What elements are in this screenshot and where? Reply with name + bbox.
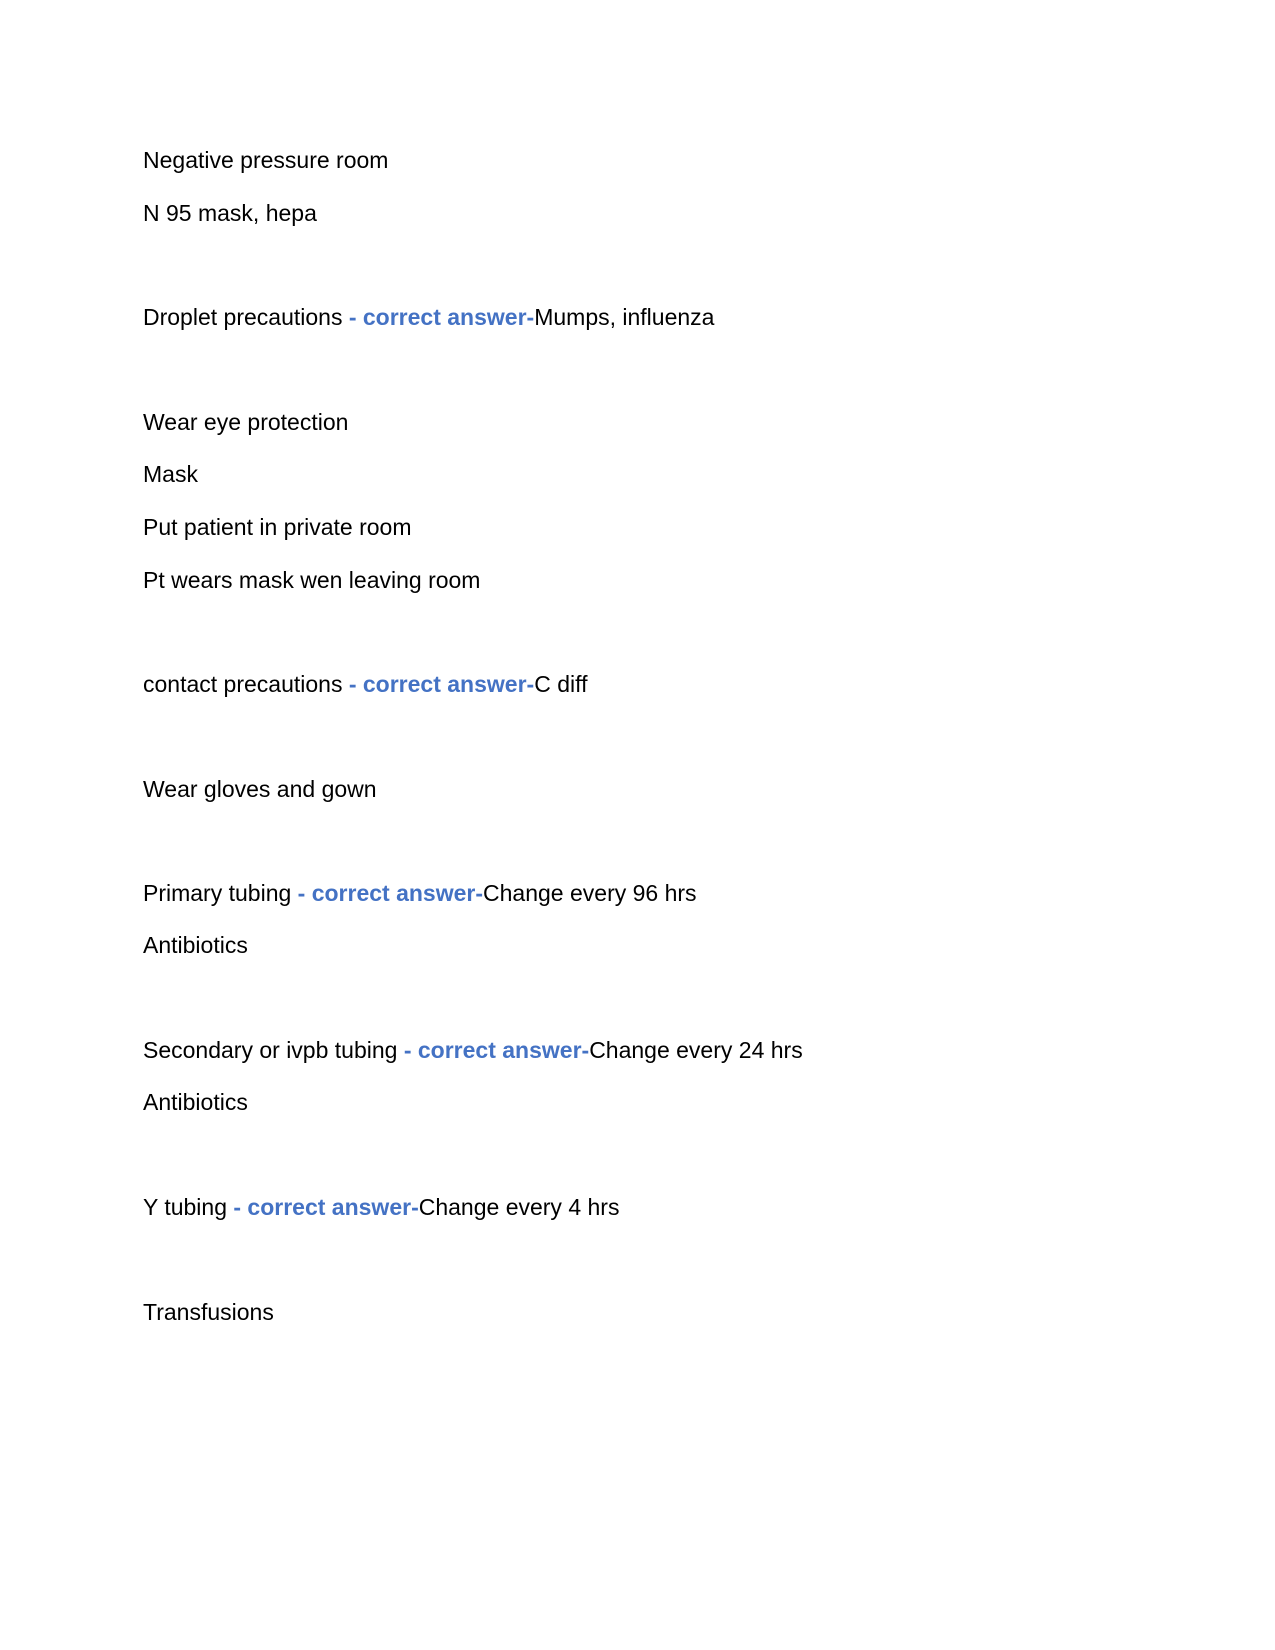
answer-separator: - correct answer- bbox=[342, 304, 535, 330]
text-line: Negative pressure room bbox=[143, 147, 389, 173]
question: Secondary or ivpb tubing bbox=[143, 1037, 398, 1063]
qa-line bbox=[143, 1036, 803, 1064]
text-line: Mask bbox=[143, 461, 198, 487]
answer-separator: - correct answer- bbox=[397, 1037, 590, 1063]
answer-separator: - correct answer- bbox=[226, 1194, 419, 1220]
answer: Mumps, influenza bbox=[534, 304, 715, 330]
question: Primary tubing bbox=[143, 880, 292, 906]
text-line: N 95 mask, hepa bbox=[143, 200, 317, 226]
answer-separator: - correct answer- bbox=[291, 880, 484, 906]
answer: Change every 24 hrs bbox=[589, 1037, 803, 1063]
question: contact precautions bbox=[143, 671, 343, 697]
qa-line bbox=[143, 303, 714, 331]
answer: Change every 4 hrs bbox=[418, 1194, 620, 1220]
answer: Change every 96 hrs bbox=[483, 880, 697, 906]
qa-line bbox=[143, 1193, 619, 1221]
text-line: Antibiotics bbox=[143, 932, 248, 958]
question: Droplet precautions bbox=[143, 304, 343, 330]
question: Y tubing bbox=[143, 1194, 227, 1220]
text-line: Put patient in private room bbox=[143, 514, 412, 540]
answer-separator: - correct answer- bbox=[342, 671, 535, 697]
qa-line bbox=[143, 879, 697, 907]
text-line: Wear eye protection bbox=[143, 409, 349, 435]
text-line: Transfusions bbox=[143, 1299, 274, 1325]
qa-line bbox=[143, 670, 587, 698]
text-line: Antibiotics bbox=[143, 1089, 248, 1115]
text-line: Wear gloves and gown bbox=[143, 776, 377, 802]
answer: C diff bbox=[534, 671, 588, 697]
text-line: Pt wears mask wen leaving room bbox=[143, 567, 481, 593]
